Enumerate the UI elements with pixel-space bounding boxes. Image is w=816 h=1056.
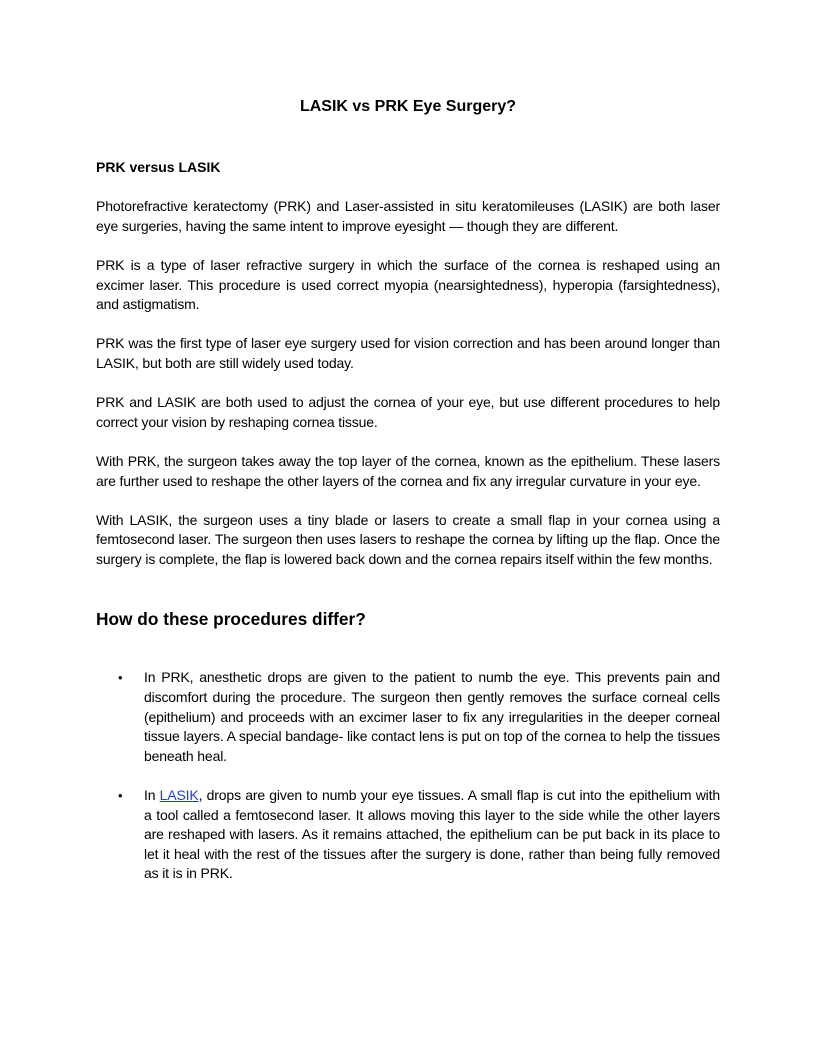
paragraph-lasik-process: With LASIK, the surgeon uses a tiny blade or lasers to create a small flap in your cornea using a femtosecond laser. The surgeon then uses lasers to reshape the cornea by lifting up the flap. Once the surgery is complete, the flap is lowered back down and the cornea repairs itself within the few months. — [96, 511, 720, 567]
paragraph-comparison: PRK and LASIK are both used to adjust the cornea of your eye, but use different procedures to help correct your vision by reshaping cornea tissue. — [96, 394, 720, 430]
list-item-lasik — [96, 786, 720, 884]
procedure-list — [96, 668, 720, 884]
paragraph-intro: Photorefractive keratectomy (PRK) and Laser-assisted in situ keratomileuses (LASIK) are both laser eye surgeries, having the same intent to improve eyesight — though they are different. — [96, 198, 720, 234]
section-heading: How do these procedures differ? — [96, 609, 366, 630]
document-body — [96, 97, 720, 884]
list-item-lasik-text: , drops are given to numb your eye tissues. A small flap is cut into the epithelium with a tool called a femtosecond laser. It allows moving this layer to the side while the other layers are reshaped with lasers. As it remains attached, the epithelium can be put back in its place to let it heal with the rest of the tissues after the surgery is done, rather than being fully removed as it is in PRK. — [144, 787, 720, 882]
list-item-prk — [96, 668, 720, 766]
paragraph-prk-history: PRK was the first type of laser eye surgery used for vision correction and has been around longer than LASIK, but both are still widely used today. — [96, 335, 720, 371]
paragraph-prk-process: With PRK, the surgeon takes away the top layer of the cornea, known as the epithelium. These lasers are further used to reshape the other layers of the cornea and fix any irregular curvature in your eye. — [96, 452, 720, 489]
bullet-icon: • — [118, 788, 123, 804]
document-title: LASIK vs PRK Eye Surgery? — [299, 98, 517, 115]
paragraph-prk-definition: PRK is a type of laser refractive surgery in which the surface of the cornea is reshaped using an excimer laser. This procedure is used correct myopia (nearsightedness), hyperopia (farsightedness), and astigmatism. — [96, 256, 720, 313]
bullet-icon: • — [118, 670, 123, 686]
list-item-lasik-prefix: In — [144, 787, 160, 804]
list-item-prk-text: In PRK, anesthetic drops are given to the patient to numb the eye. This prevents pain and discomfort during the procedure. The surgeon then gently removes the surface corneal cells (epithelium) and proceeds with an excimer laser to fix any irregularities in the deeper corneal tissue layers. A special bandage- like contact lens is put on top of the cornea to help the tissues beneath heal. — [144, 669, 720, 764]
section-subtitle: PRK versus LASIK — [96, 159, 221, 175]
lasik-link[interactable]: LASIK — [159, 787, 199, 804]
